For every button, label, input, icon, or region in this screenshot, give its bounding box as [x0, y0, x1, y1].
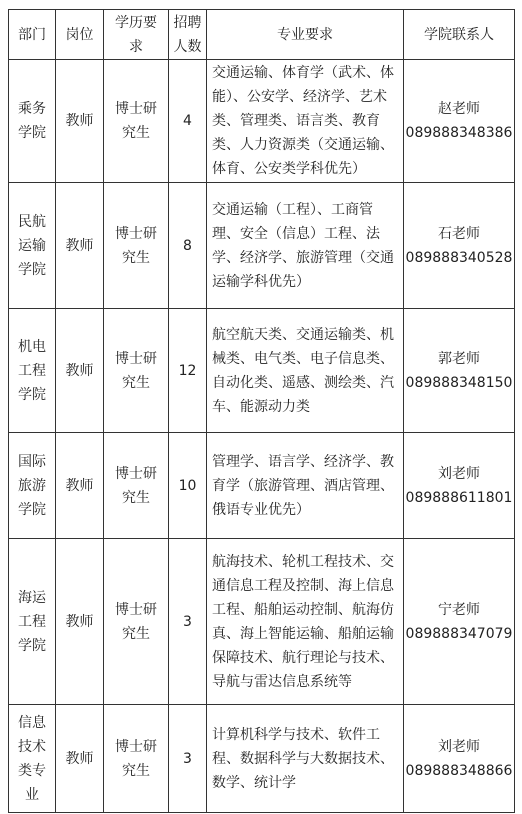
header-major: 专业要求: [207, 10, 404, 60]
table-row: [9, 705, 515, 813]
contact-cell: [404, 60, 515, 183]
major-cell: 计算机科学与技术、软件工程、数据科学与大数据技术、数学、统计学: [207, 705, 404, 813]
header-row: [9, 10, 515, 60]
dept-cell: 乘务学院: [9, 60, 56, 183]
dept-cell: 海运工程学院: [9, 539, 56, 705]
post-cell: 教师: [56, 433, 104, 539]
contact-cell: [404, 309, 515, 433]
major-cell: 航海技术、轮机工程技术、交通信息工程及控制、海上信息工程、船舶运动控制、航海仿真、海上智能运输、船舶运输保障技术、航行理论与技术、导航与雷达信息系统等: [207, 539, 404, 705]
post-cell: 教师: [56, 705, 104, 813]
table-row: [9, 539, 515, 705]
major-cell: 交通运输、体育学（武术、体能）、公安学、经济学、艺术类、管理类、语言类、教育类、人力资源类（交通运输、体育、公安类学科优先）: [207, 60, 404, 183]
education-cell: 博士研究生: [104, 539, 169, 705]
contact-phone: 089888348150: [405, 374, 513, 391]
contact-cell: [404, 539, 515, 705]
post-cell: 教师: [56, 539, 104, 705]
header-contact: 学院联系人: [404, 10, 515, 60]
contact-phone: 089888340528: [405, 249, 513, 266]
contact-phone: 089888347079: [405, 625, 513, 642]
education-cell: 博士研究生: [104, 183, 169, 309]
dept-cell: 民航运输学院: [9, 183, 56, 309]
contact-cell: [404, 705, 515, 813]
count-cell: 10: [169, 433, 207, 539]
count-cell: 8: [169, 183, 207, 309]
header-education: 学历要求: [104, 10, 169, 60]
table-row: [9, 309, 515, 433]
post-cell: 教师: [56, 183, 104, 309]
post-cell: 教师: [56, 309, 104, 433]
contact-name: 宁老师: [438, 601, 480, 618]
header-post: 岗位: [56, 10, 104, 60]
contact-name: 郭老师: [438, 350, 480, 367]
header-count: 招聘人数: [169, 10, 207, 60]
contact-name: 石老师: [438, 225, 480, 242]
table-row: [9, 183, 515, 309]
contact-name: 赵老师: [438, 101, 480, 117]
education-cell: 博士研究生: [104, 705, 169, 813]
contact-name: 刘老师: [438, 465, 480, 482]
count-cell: 12: [169, 309, 207, 433]
count-cell: 3: [169, 705, 207, 813]
table-row: [9, 433, 515, 539]
contact-phone: 089888348386: [405, 125, 513, 141]
count-cell: 3: [169, 539, 207, 705]
dept-cell: 信息技术类专业: [9, 705, 56, 813]
header-dept: 部门: [9, 10, 56, 60]
dept-cell: 机电工程学院: [9, 309, 56, 433]
contact-phone: 089888611801: [405, 489, 513, 506]
recruitment-table: [8, 9, 515, 813]
dept-cell: 国际旅游学院: [9, 433, 56, 539]
major-cell: 交通运输（工程）、工商管理、安全（信息）工程、法学、经济学、旅游管理（交通运输学科优先）: [207, 183, 404, 309]
contact-cell: [404, 433, 515, 539]
count-cell: 4: [169, 60, 207, 183]
contact-phone: 089888348866: [405, 762, 513, 779]
table-row: [9, 60, 515, 183]
contact-name: 刘老师: [438, 738, 480, 755]
education-cell: 博士研究生: [104, 60, 169, 183]
major-cell: 管理学、语言学、经济学、教育学（旅游管理、酒店管理、俄语专业优先）: [207, 433, 404, 539]
contact-cell: [404, 183, 515, 309]
major-cell: 航空航天类、交通运输类、机械类、电气类、电子信息类、自动化类、遥感、测绘类、汽车、能源动力类: [207, 309, 404, 433]
education-cell: 博士研究生: [104, 433, 169, 539]
post-cell: 教师: [56, 60, 104, 183]
education-cell: 博士研究生: [104, 309, 169, 433]
